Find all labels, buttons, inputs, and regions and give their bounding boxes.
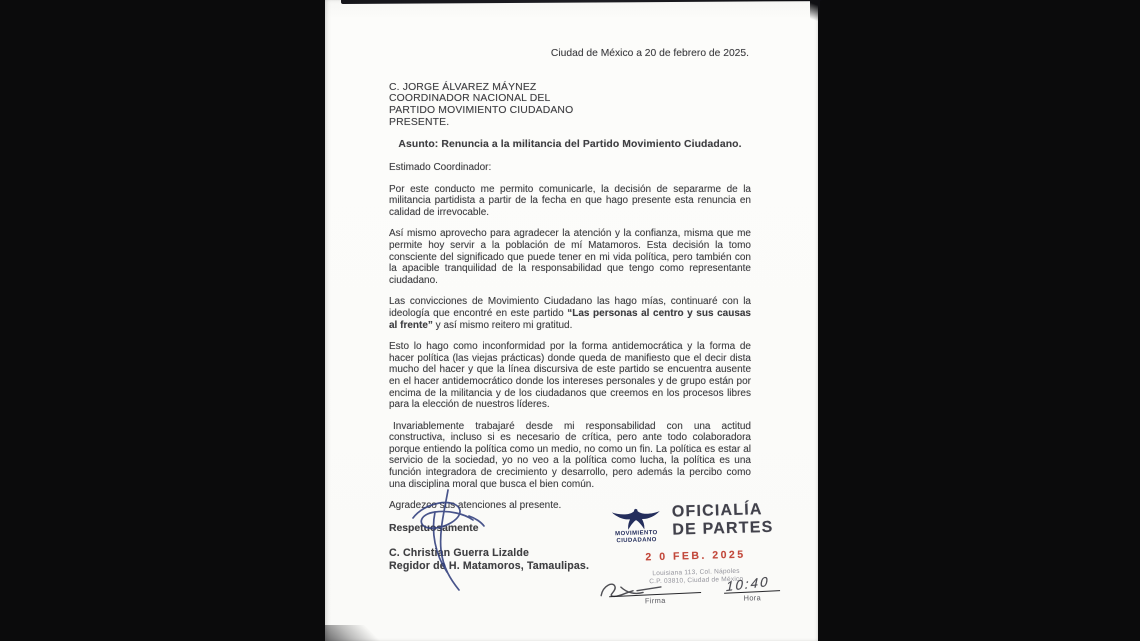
- stamp-address-line1: Louisiana 113, Col. Nápoles: [652, 567, 740, 578]
- oficialia-stamp: [607, 501, 785, 607]
- paragraph-3-motto: “Las personas al centro y sus causas al frente”: [389, 307, 751, 331]
- salutation: Estimado Coordinador:: [389, 162, 492, 173]
- recipient-name: C. JORGE ÁLVAREZ MÁYNEZ: [389, 81, 537, 93]
- hora-label: Hora: [743, 593, 762, 603]
- scan-corner-shadow: [325, 625, 395, 641]
- mc-logo-text-line2: CIUDADANO: [616, 536, 657, 544]
- letter-body: [389, 48, 751, 572]
- mc-logo-block: [607, 504, 666, 545]
- stamp-office-title: [672, 501, 774, 539]
- stamp-office-line1: OFICIALÍA: [671, 501, 763, 521]
- firma-field: [609, 593, 701, 607]
- stamp-received-date: 2 0 FEB. 2025: [645, 548, 746, 564]
- stamp-office-line2: DE PARTES: [672, 518, 774, 539]
- firma-label: Firma: [644, 596, 666, 606]
- firma-scribble-icon: [597, 576, 678, 604]
- recipient-block: [389, 82, 751, 129]
- closing-thanks: Agradezco sus atenciones al presente.: [389, 500, 562, 512]
- hora-field: [724, 574, 780, 604]
- paragraph-3: [389, 296, 751, 331]
- date-line: Ciudad de México a 20 de febrero de 2025.: [550, 48, 749, 59]
- paragraph-3-post: y así mismo reitero mi gratitud.: [432, 319, 573, 331]
- mc-eagle-icon: [611, 506, 662, 531]
- stamp-header: [607, 501, 783, 545]
- paragraph-3-pre: Las convicciones de Movimiento Ciudadano las hago mías, continuaré con la ideología que encontré en este partido: [389, 296, 751, 319]
- signer-title: Regidor de H. Matamoros, Tamaulipas.: [389, 559, 590, 572]
- subject-line: Asunto: Renuncia a la militancia del Partido Movimiento Ciudadano.: [398, 139, 742, 151]
- closing-salutation: Respetuosamente: [389, 522, 479, 534]
- recipient-role-1: COORDINADOR NACIONAL DEL: [389, 93, 551, 105]
- paragraph-1: Por este conducto me permito comunicarle, la decisión de separarme de la militancia partidista a partir de la fecha en que hago presente esta renuncia en calidad de irrevocable.: [389, 183, 751, 218]
- paragraph-4: Esto lo hago como inconformidad por la forma antidemocrática y la forma de hacer política (las viejas prácticas) donde queda de manifiesto que el decir dista mucho del hacer y que la línea discursiva de este partido se encuentra ausente en el hacer antidemocrático donde los intereses personales y de grupo están por encima de la militancia y de los ciudadanos que creemos en los procesos libres para la elección de nuestros líderes.: [389, 341, 751, 411]
- paragraph-5: Invariablemente trabajaré desde mi responsabilidad con una actitud constructiva, incluso si es necesario de crítica, pero ante todo colaboradora porque entiendo la política como un medio, no como un fin. La política es estar al servicio de la sociedad, yo no veo a la política como lucha, la política es una función integradora de crecimiento y desarrollo, pero además la percibo como una disciplina moral que busca el bien común.: [389, 420, 751, 490]
- scan-top-edge: [341, 0, 822, 4]
- scan-top-right-edge: [810, 0, 820, 26]
- letter-page: [325, 0, 818, 641]
- recipient-role-2: PARTIDO MOVIMIENTO CIUDADANO: [389, 105, 574, 116]
- hora-handwritten-value: 10:40: [725, 574, 770, 595]
- stamp-address-line2: C.P. 03810, Ciudad de México: [649, 575, 744, 585]
- paragraph-2: Así mismo aprovecho para agradecer la atención y la confianza, misma que me permite hoy servir a la población de mí Matamoros. Esta decisión la tomo consciente del significado que puede tener en mi vida política, pero también con la apacible tranquilidad de la responsabilidad que tengo como representante ciudadano.: [389, 228, 751, 286]
- mc-logo-text-line1: MOVIMIENTO: [615, 530, 658, 538]
- signer-name: C. Christian Guerra Lizalde: [389, 547, 530, 560]
- recipient-presente: PRESENTE.: [389, 116, 450, 128]
